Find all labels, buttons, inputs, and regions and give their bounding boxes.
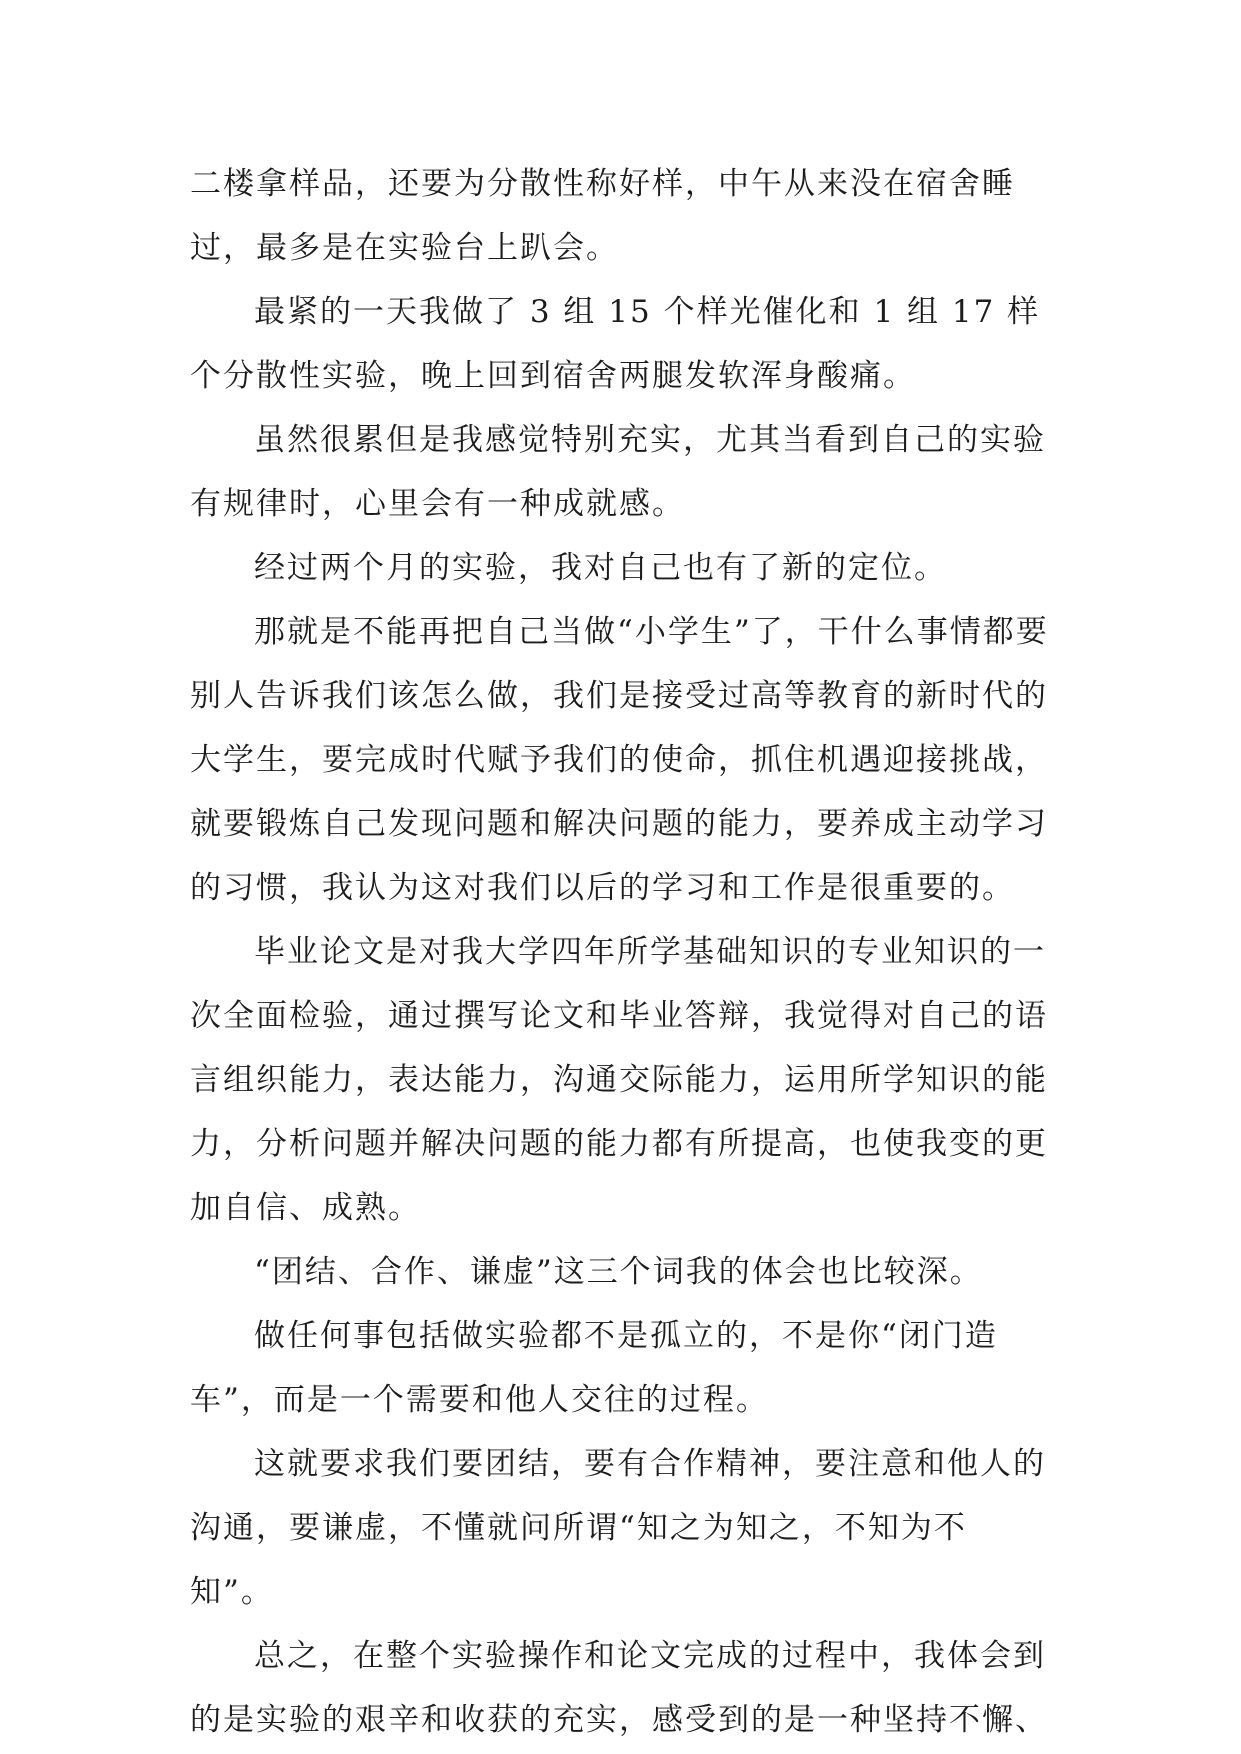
paragraph-8: 做任何事包括做实验都不是孤立的，不是你“闭门造车”，而是一个需要和他人交往的过程。 (190, 1318, 998, 1418)
paragraph-3: 虽然很累但是我感觉特别充实，尤其当看到自己的实验有规律时，心里会有一种成就感。 (190, 422, 1046, 522)
paragraph-7: “团结、合作、谦虚”这三个词我的体会也比较深。 (254, 1254, 983, 1290)
paragraph-1: 二楼拿样品，还要为分散性称好样，中午从来没在宿舍睡过，最多是在实验台上趴会。 (190, 166, 1015, 266)
body-text (190, 152, 1050, 1752)
paragraph-2: 最紧的一天我做了 3 组 15 个样光催化和 1 组 17 样个分散性实验，晚上回到宿舍两腿发软浑身酸痛。 (190, 294, 1041, 394)
paragraph-9: 这就要求我们要团结，要有合作精神，要注意和他人的沟通，要谦虚，不懂就问所谓“知之为知之，不知为不知”。 (190, 1446, 1046, 1610)
paragraph-4: 经过两个月的实验，我对自己也有了新的定位。 (254, 550, 947, 586)
paragraph-6: 毕业论文是对我大学四年所学基础知识的专业知识的一次全面检验，通过撰写论文和毕业答辩，我觉得对自己的语言组织能力，表达能力，沟通交际能力，运用所学知识的能力，分析问题并解决问题的能力都有所提高，也使我变的更加自信、成熟。 (190, 934, 1048, 1226)
paragraph-5: 那就是不能再把自己当做“小学生”了，干什么事情都要别人告诉我们该怎么做，我们是接受过高等教育的新时代的大学生，要完成时代赋予我们的使命，抓住机遇迎接挑战，就要锻炼自己发现问题和解决问题的能力，要养成主动学习的习惯，我认为这对我们以后的学习和工作是很重要的。 (190, 614, 1049, 906)
paragraph-10: 总之，在整个实验操作和论文完成的过程中，我体会到的是实验的艰辛和收获的充实，感受到的是一种坚持不懈、 (190, 1638, 1048, 1738)
